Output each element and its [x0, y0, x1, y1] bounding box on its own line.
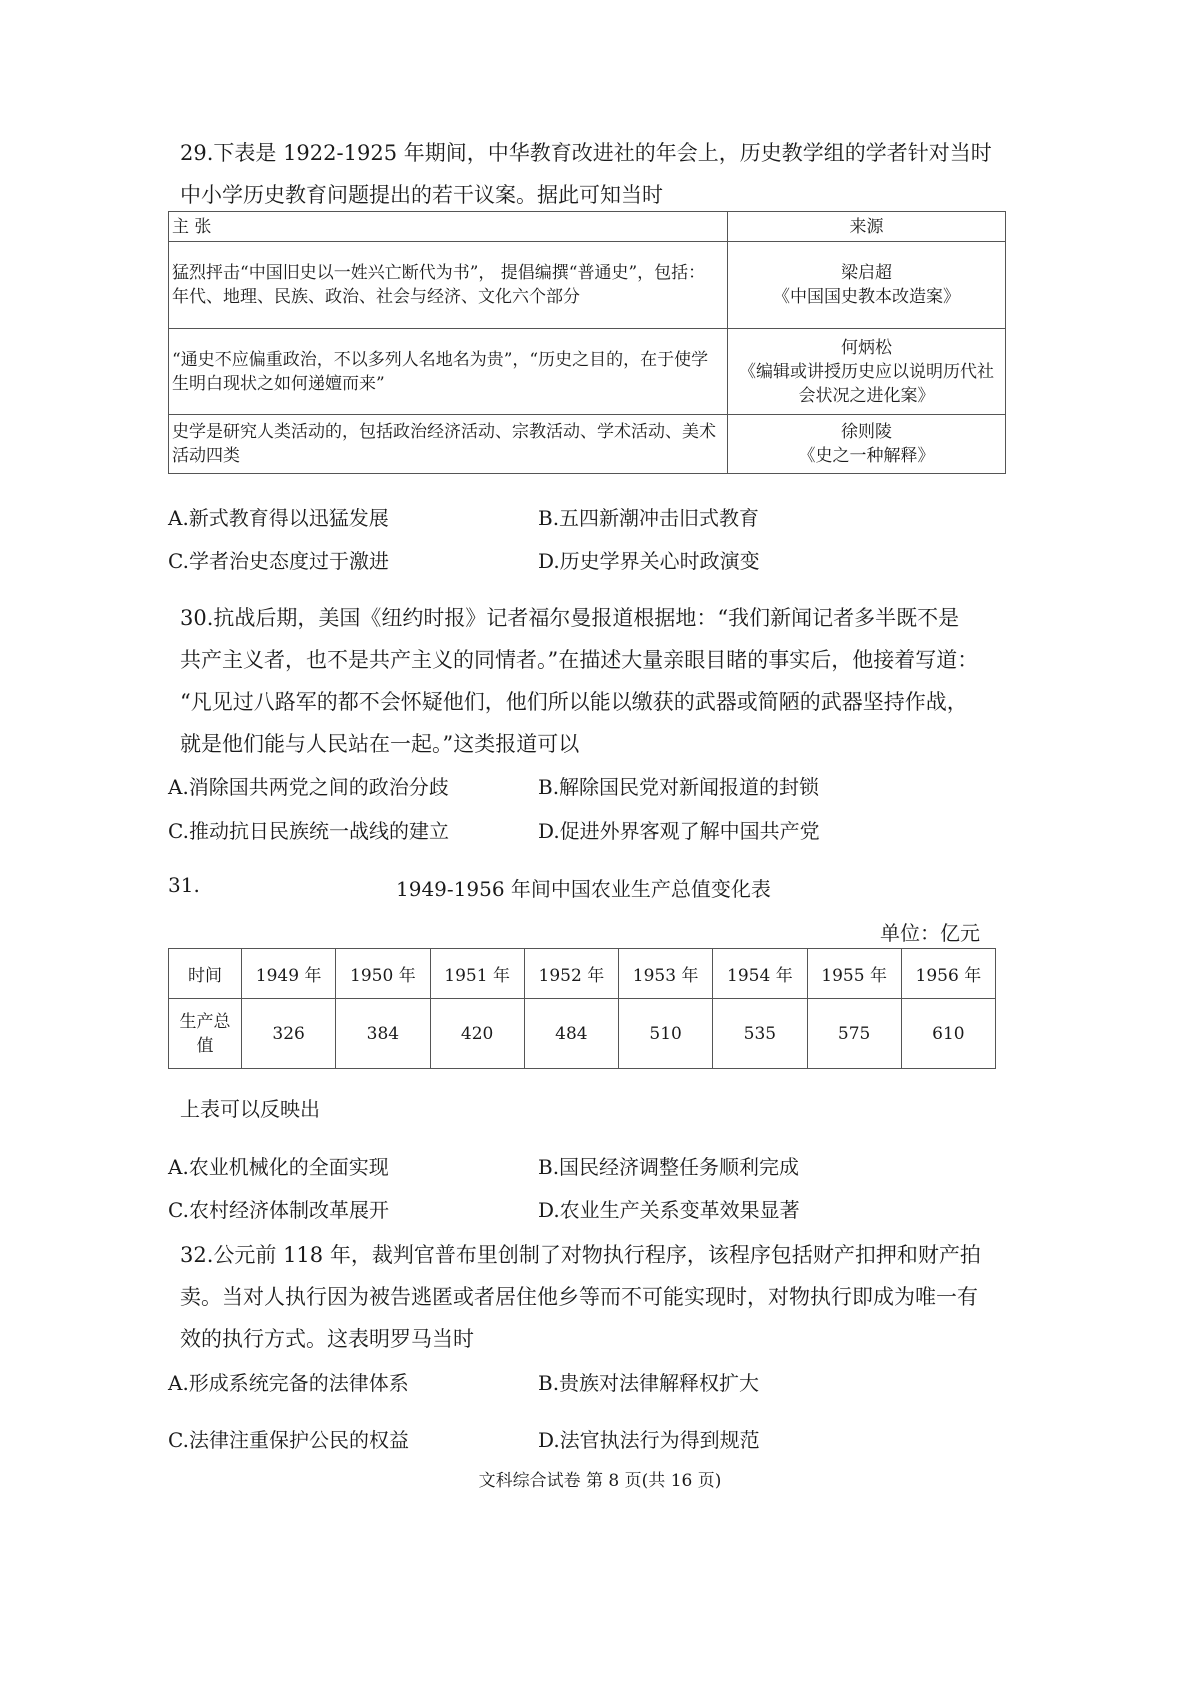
q31-value-cell: 384 [336, 999, 430, 1069]
table-row [169, 999, 996, 1069]
q29-claim-3: 史学是研究人类活动的，包括政治经济活动、宗教活动、学术活动、美术活动四类 [169, 415, 728, 474]
table-row [169, 329, 1006, 415]
q31-year-cell: 1951 年 [430, 949, 524, 999]
q29-claim-1: 猛烈抨击“中国旧史以一姓兴亡断代为书”， 提倡编撰“普通史”，包括： 年代、地理、民族、政治、社会与经济、文化六个部分 [169, 242, 728, 329]
q31-option-a: A.农业机械化的全面实现 [168, 1155, 389, 1179]
table-row [169, 949, 996, 999]
q29-option-d: D.历史学界关心时政演变 [538, 549, 760, 573]
q31-table-title: 1949-1956 年间中国农业生产总值变化表 [396, 877, 771, 901]
q30-option-b: B.解除国民党对新闻报道的封锁 [538, 775, 820, 799]
q31-value-cell: 575 [807, 999, 901, 1069]
q31-year-cell: 1954 年 [713, 949, 807, 999]
q31-row-label-value: 生产总值 [169, 999, 242, 1069]
q32-stem-line2: 卖。当对人执行因为被告逃匿或者居住他乡等而不可能实现时，对物执行即成为唯一有 [180, 1285, 978, 1309]
page-footer: 文科综合试卷 第 8 页(共 16 页) [478, 1471, 722, 1491]
q29-work-3: 《史之一种解释》 [798, 446, 935, 466]
q29-option-c: C.学者治史态度过于激进 [168, 549, 389, 573]
q29-source-1 [728, 242, 1006, 329]
q30-stem-line1: 30.抗战后期，美国《纽约时报》记者福尔曼报道根据地：“我们新闻记者多半既不是 [180, 606, 960, 630]
q31-year-cell: 1956 年 [901, 949, 995, 999]
q30-option-a: A.消除国共两党之间的政治分歧 [168, 775, 449, 799]
q31-value-cell: 510 [619, 999, 713, 1069]
q29-work-1: 《中国国史教本改造案》 [773, 287, 960, 307]
q31-number: 31. [168, 873, 200, 897]
q29-claim-2: “通史不应偏重政治，不以多列人名地名为贵”，“历史之目的，在于使学生明白现状之如何递嬗而来” [169, 329, 728, 415]
q29-option-a: A.新式教育得以迅猛发展 [168, 506, 389, 530]
q31-value-cell: 326 [242, 999, 336, 1069]
table-row [169, 242, 1006, 329]
q30-stem-line3: “凡见过八路军的都不会怀疑他们，他们所以能以缴获的武器或简陋的武器坚持作战， [180, 690, 968, 714]
q31-year-cell: 1949 年 [242, 949, 336, 999]
q31-year-cell: 1952 年 [524, 949, 618, 999]
q31-unit: 单位：亿元 [880, 921, 980, 945]
q29-option-b: B.五四新潮冲击旧式教育 [538, 506, 760, 530]
q30-stem-line4: 就是他们能与人民站在一起。”这类报道可以 [180, 732, 580, 756]
q31-year-cell: 1955 年 [807, 949, 901, 999]
q31-option-d: D.农业生产关系变革效果显著 [538, 1198, 800, 1222]
q29-author-2: 何炳松 [841, 337, 892, 358]
q31-year-cell: 1953 年 [619, 949, 713, 999]
q31-option-b: B.国民经济调整任务顺利完成 [538, 1155, 800, 1179]
q29-source-2 [728, 329, 1006, 415]
q32-option-a: A.形成系统完备的法律体系 [168, 1371, 409, 1395]
q31-value-cell: 610 [901, 999, 995, 1069]
q31-followup: 上表可以反映出 [180, 1097, 320, 1121]
q29-work-2: 《编辑或讲授历史应以说明历代社会状况之进化案》 [739, 361, 994, 406]
q30-option-d: D.促进外界客观了解中国共产党 [538, 819, 820, 843]
q29-stem-line2: 中小学历史教育问题提出的若干议案。据此可知当时 [180, 183, 663, 207]
q31-value-cell: 420 [430, 999, 524, 1069]
q32-stem-line3: 效的执行方式。这表明罗马当时 [180, 1327, 474, 1351]
q29-author-3: 徐则陵 [841, 422, 892, 442]
q29-header-claim: 主 张 [169, 212, 728, 242]
q29-stem-line1: 29.下表是 1922-1925 年期间，中华教育改进社的年会上，历史教学组的学者针对当时 [180, 141, 992, 165]
q31-value-cell: 535 [713, 999, 807, 1069]
q31-value-cell: 484 [524, 999, 618, 1069]
q29-header-source: 来源 [728, 212, 1006, 242]
table-row [169, 415, 1006, 474]
q31-year-cell: 1950 年 [336, 949, 430, 999]
q29-table [168, 211, 1006, 474]
q31-option-c: C.农村经济体制改革展开 [168, 1198, 389, 1222]
q30-option-c: C.推动抗日民族统一战线的建立 [168, 819, 449, 843]
q29-author-1: 梁启超 [841, 263, 892, 283]
q32-option-d: D.法官执法行为得到规范 [538, 1428, 760, 1452]
q32-stem-line1: 32.公元前 118 年，裁判官普布里创制了对物执行程序，该程序包括财产扣押和财产拍 [180, 1243, 981, 1267]
q31-row-label-time: 时间 [169, 949, 242, 999]
q29-source-3 [728, 415, 1006, 474]
q31-table [168, 948, 996, 1069]
q30-stem-line2: 共产主义者，也不是共产主义的同情者。”在描述大量亲眼目睹的事实后，他接着写道： [180, 648, 979, 672]
q32-option-b: B.贵族对法律解释权扩大 [538, 1371, 760, 1395]
q32-option-c: C.法律注重保护公民的权益 [168, 1428, 409, 1452]
